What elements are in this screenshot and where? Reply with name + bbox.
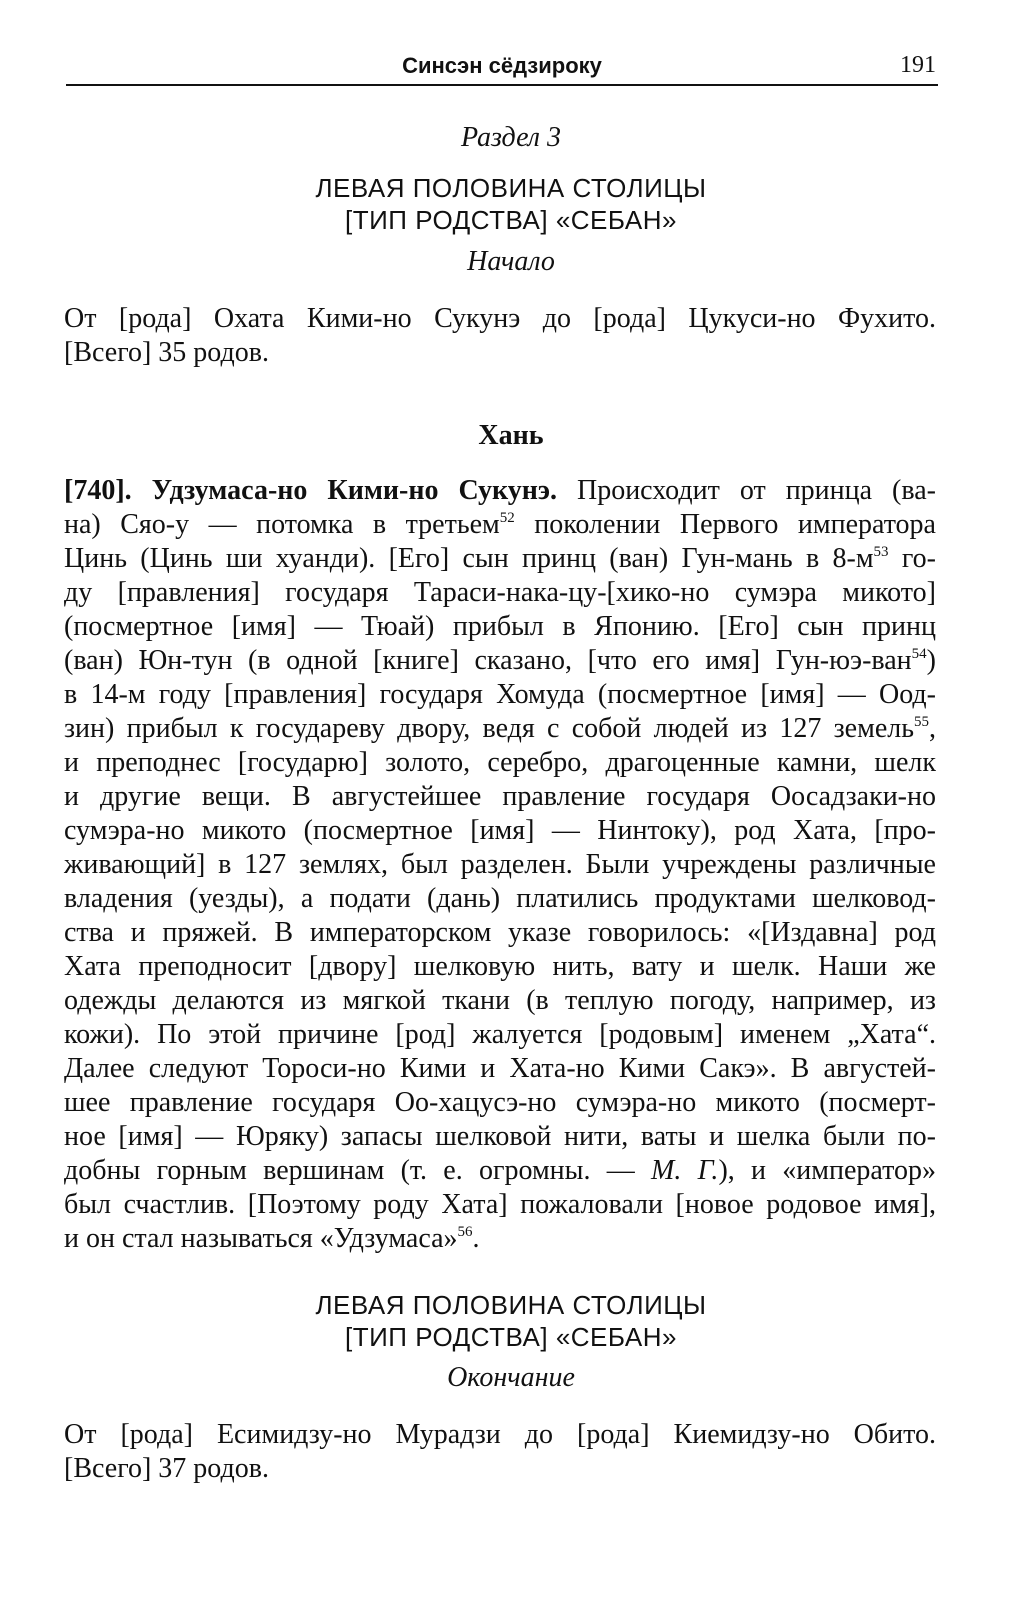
summary-line: От [рода] Есимидзу-но Мурадзи до [рода] Киемидзу-но Обито. [64,1419,936,1450]
footnote-ref[interactable]: 56 [457,1224,473,1240]
group-title: Хань [478,420,544,451]
text-line [64,814,936,848]
text-line [64,712,936,746]
section-label: Раздел 3 [460,122,562,153]
text-line [64,644,936,678]
summary-line: [Всего] 35 родов. [64,337,269,368]
line-text: ства и пряжей. В императорском указе говорилось: «[Издавна] род [64,917,936,948]
section-subheading: Окончание [447,1362,575,1393]
line-text: был счастлив. [Поэтому роду Хата] пожаловали [новое родовое имя], [64,1189,936,1220]
footnote-ref[interactable]: 52 [499,510,515,526]
text-line [64,610,936,644]
line-text: Хата преподносит [двору] шелковую нить, вату и шелк. Наши же [64,951,936,982]
line-text: и другие вещи. В августейшее правление государя Оосадзаки-но [64,781,936,812]
text-line [64,1188,936,1222]
text-line [64,1086,936,1120]
footnote-ref[interactable]: 53 [873,544,889,560]
line-text: кожи). По этой причине [род] жалуется [родовым] именем „Хата“. [64,1019,936,1050]
line-text: добны горным вершинам (т. е. огромны. — [64,1155,652,1186]
text-line [64,950,936,984]
line-text: Далее следуют Тороси-но Кими и Хата-но Кими Сакэ». В августей- [64,1053,936,1084]
line-text: ное [имя] — Юряку) запасы шелковой нити, ваты и шелка были по- [64,1121,936,1152]
section-summary [64,1418,936,1486]
section-heading-line2: [ТИП РОДСТВА] «СЕБАН» [345,1322,677,1352]
line-text: в 14-м году [правления] государя Хомуда (посмертное [имя] — Оод- [64,679,936,710]
line-text-tail: поколении Первого императора [514,509,936,540]
line-text-tail: . [472,1223,480,1254]
text-line [64,882,936,916]
entry-title: [740]. Удзумаса-но Кими-но Сукунэ. [64,475,557,506]
text-line [64,576,936,610]
line-text: на) Сяо-у — потомка в третьем [64,509,500,540]
entry-paragraph [64,474,936,1256]
section-heading-line2: [ТИП РОДСТВА] «СЕБАН» [345,205,677,235]
text-line [64,542,936,576]
line-text: зин) прибыл к государеву двору, ведя с собой людей из 127 земель [64,713,914,744]
line-text: (ван) Юн-тун (в одной [книге] сказано, [что его имя] Гун-юэ-ван [64,645,912,676]
section-summary [64,302,936,370]
line-text-tail: го- [888,543,936,574]
text-line [64,1222,936,1256]
line-text: сумэра-но микото (посмертное [имя] — Нинтоку), род Хата, [про- [64,815,936,846]
line-text: владения (уезды), а подати (дань) платились продуктами шелковод- [64,883,936,914]
line-text-tail: ) [926,645,936,676]
line-text: шее правление государя Оо-хацусэ-но сумэра-но микото (посмерт- [64,1087,936,1118]
footnote-ref[interactable]: 54 [911,646,927,662]
section-heading-line1: ЛЕВАЯ ПОЛОВИНА СТОЛИЦЫ [315,173,707,203]
text-line [64,848,936,882]
running-header [66,50,938,86]
text-line [64,1018,936,1052]
running-title: Синсэн сёдзироку [402,53,602,78]
line-text: и он стал называться «Удзумаса» [64,1223,458,1254]
text-line [64,508,936,542]
line-text: Цинь (Цинь ши хуанди). [Его] сын принц (ван) Гун-мань в 8-м [64,543,874,574]
text-line [64,780,936,814]
text-line [64,1120,936,1154]
text-line [64,678,936,712]
line-text: одежды делаются из мягкой ткани (в теплую погоду, например, из [64,985,936,1016]
line-text: и преподнес [государю] золото, серебро, драгоценные камни, шелк [64,747,936,778]
text-line [64,916,936,950]
line-text-tail: ), и «император» [718,1155,936,1186]
author-initials: М. Г. [651,1155,719,1186]
section-subheading: Начало [467,246,555,277]
page-number: 191 [900,52,936,78]
footnote-ref[interactable]: 55 [914,714,929,730]
section-heading-line1: ЛЕВАЯ ПОЛОВИНА СТОЛИЦЫ [315,1290,707,1320]
line-text: Происходит от принца (ва- [556,475,936,506]
text-line [64,474,936,508]
line-text-tail: , [929,713,936,744]
line-text: (посмертное [имя] — Тюай) прибыл в Японию. [Его] сын принц [64,611,936,642]
line-text: живающий] в 127 землях, был разделен. Были учреждены различные [64,849,936,880]
text-line [64,984,936,1018]
summary-line: От [рода] Охата Кими-но Сукунэ до [рода] Цукуси-но Фухито. [64,303,936,334]
summary-line: [Всего] 37 родов. [64,1453,269,1484]
text-line [64,1052,936,1086]
text-line [64,1154,936,1188]
text-line [64,746,936,780]
line-text: ду [правления] государя Тараси-нака-цу-[хико-но сумэра микото] [64,577,936,608]
